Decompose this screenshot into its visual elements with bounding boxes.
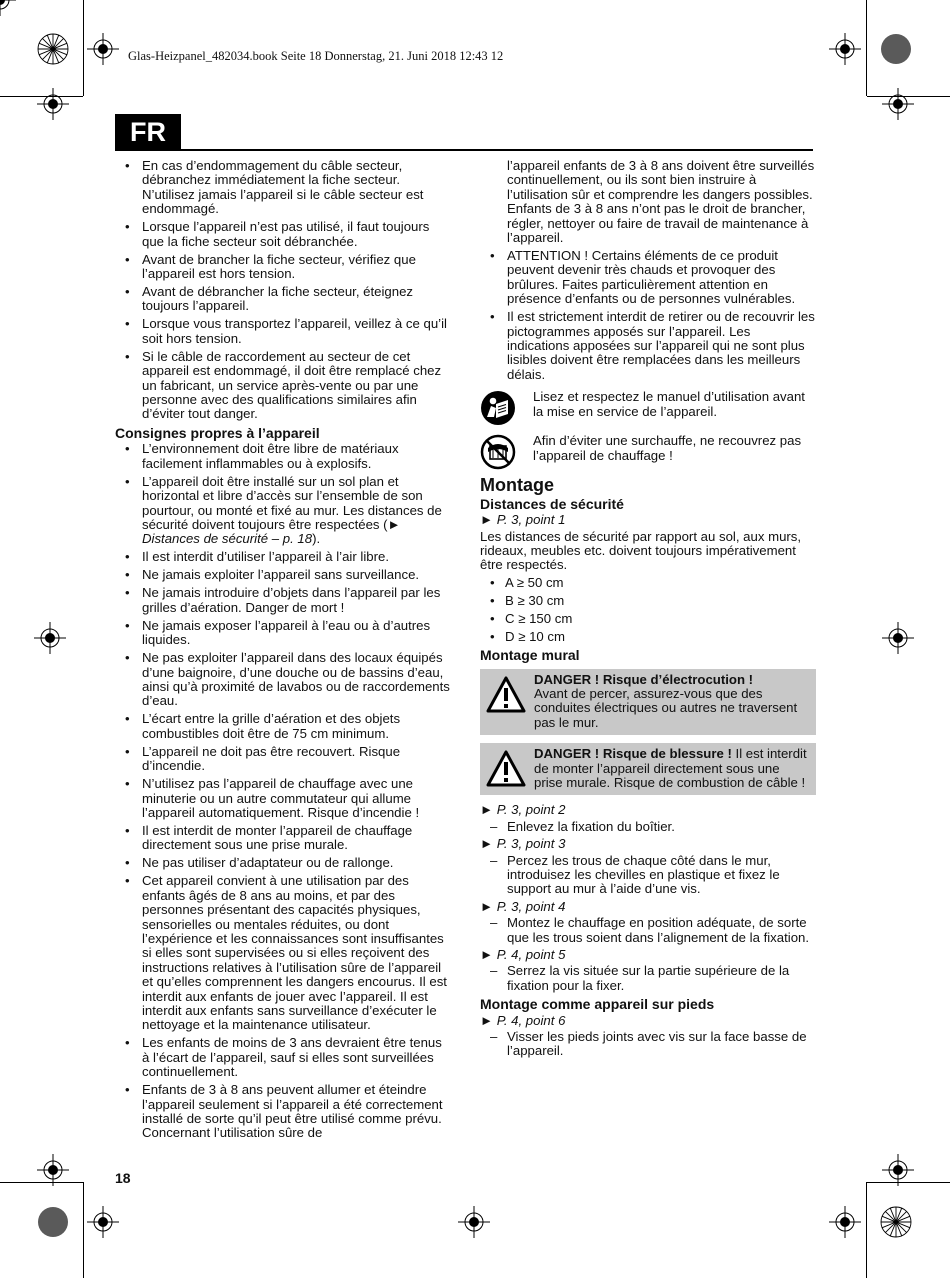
subheading-mural: Montage mural bbox=[480, 647, 580, 664]
continued-paragraph: l’appareil enfants de 3 à 8 ans doivent être surveillés continuellement, ou ils sont bien instruire à l’utilisation sûr et comprendre les dangers possibles. Enfants de 3 à 8 ans n’ont pas le droit de brancher, régler, nettoyer ou faire de travail de maintenance à l’appareil. bbox=[507, 158, 815, 246]
danger-text: Avant de percer, assurez-vous que des conduites électriques ou autres ne traversent pas le mur. bbox=[534, 685, 798, 730]
danger-text: Il est interdit de monter l’appareil directement sous une prise murale. Risque de combustion de câble ! bbox=[534, 746, 807, 790]
figure-reference bbox=[480, 513, 816, 527]
list-item: • Lorsque l’appareil n’est pas utilisé, il faut toujours que la fiche secteur soit débranchée. bbox=[115, 220, 451, 249]
list-item-text: ). bbox=[312, 531, 321, 547]
safety-list bbox=[115, 159, 451, 422]
figure-reference-text: P. 4, point 5 bbox=[496, 947, 566, 963]
step-list bbox=[480, 854, 816, 897]
list-item: • Ne jamais exploiter l’appareil sans surveillance. bbox=[115, 568, 451, 582]
section-title-montage: Montage bbox=[480, 475, 554, 496]
list-item: • Ne pas utiliser d’adaptateur ou de rallonge. bbox=[115, 856, 451, 870]
step-list bbox=[480, 964, 816, 993]
notice-text: Lisez et respectez le manuel d’utilisation avant la mise en service de l’appareil. bbox=[533, 389, 805, 419]
figure-reference-text: P. 4, point 6 bbox=[496, 1012, 566, 1028]
figure-reference-text: P. 3, point 4 bbox=[496, 898, 566, 914]
subheading-distances: Distances de sécurité bbox=[480, 495, 624, 512]
list-item: • A ≥ 50 cm bbox=[480, 576, 816, 590]
list-item: • N’utilisez pas l’appareil de chauffage avec une minuterie ou un autre commutateur qui allume l’appareil automatiquement. Risque d’incendie ! bbox=[115, 777, 451, 820]
list-item: • Il est interdit de monter l’appareil de chauffage directement sous une prise murale. bbox=[115, 824, 451, 853]
manual-notice bbox=[480, 390, 816, 426]
right-column bbox=[480, 159, 816, 1062]
gray-dot-icon bbox=[38, 1207, 68, 1237]
step-list bbox=[480, 1030, 816, 1059]
danger-title: DANGER ! Risque de blessure ! bbox=[534, 746, 732, 762]
figure-reference bbox=[480, 900, 816, 914]
list-item: • D ≥ 10 cm bbox=[480, 630, 816, 644]
warning-triangle-icon bbox=[486, 675, 526, 715]
list-item: • L’appareil ne doit pas être recouvert. Risque d’incendie. bbox=[115, 745, 451, 774]
list-item: • ATTENTION ! Certains éléments de ce produit peuvent devenir très chauds et provoquer des brûlures. Faites particulièrement attention en présence d’enfants ou de personnes vulnérables. bbox=[480, 249, 816, 307]
language-tab: FR bbox=[115, 114, 181, 151]
figure-reference-text: P. 3, point 3 bbox=[496, 836, 566, 852]
list-item bbox=[115, 475, 451, 547]
registration-target-icon bbox=[0, 0, 16, 16]
step-item: – Serrez la vis située sur la partie supérieure de la fixation pour la fixer. bbox=[480, 964, 816, 993]
warning-list bbox=[480, 249, 816, 382]
list-item: • Ne pas exploiter l’appareil dans des locaux équipés d’une baignoire, d’une douche ou de bassins d’eau, ainsi qu’à proximité de lavabos ou de raccordements d’eau. bbox=[115, 651, 451, 709]
read-manual-icon bbox=[480, 390, 516, 426]
figure-reference bbox=[480, 1014, 816, 1028]
section-heading: Consignes propres à l’appareil bbox=[115, 424, 320, 441]
list-item: • Cet appareil convient à une utilisation par des enfants âgés de 8 ans au moins, et par des personnes présentant des capacités physiques, sensorielles ou mentales réduites, ou dont l’expérience et les connaissances sont insuffisantes si elles sont supervisées ou si elles reçoivent des instructions relatives à l’utilisation sûre de l’appareil et qu’elles comprennent les dangers encourus. Il est interdit aux enfants de jouer avec l’appareil. Il est interdit aux enfants sans surveillance d’exécuter le nettoyage et la maintenance utilisateur. bbox=[115, 874, 451, 1032]
list-item: • Lorsque vous transportez l’appareil, veillez à ce qu’il soit hors tension. bbox=[115, 317, 451, 346]
list-item: • Si le câble de raccordement au secteur de cet appareil est endommagé, il doit être remplacé chez un fabricant, un service après-vente ou par une personne avec des qualifications similaires afin d’éviter tout danger. bbox=[115, 350, 451, 422]
list-item: • Il est interdit d’utiliser l’appareil à l’air libre. bbox=[115, 550, 451, 564]
left-column bbox=[115, 159, 451, 1144]
list-item: • Enfants de 3 à 8 ans peuvent allumer et éteindre l’appareil seulement si l’appareil a été correctement installé de sorte qu’il peut être utilisé comme prévu. Concernant l’utilisation sûre de bbox=[115, 1083, 451, 1141]
do-not-cover-icon bbox=[480, 434, 516, 470]
danger-box-electrocution bbox=[480, 669, 816, 736]
distances-list bbox=[480, 576, 816, 644]
list-item: • Avant de débrancher la fiche secteur, éteignez toujours l’appareil. bbox=[115, 285, 451, 314]
warning-triangle-icon bbox=[486, 749, 526, 789]
arrow-icon: ► bbox=[480, 947, 497, 963]
arrow-icon: ► bbox=[480, 1012, 497, 1028]
figure-reference bbox=[480, 803, 816, 817]
danger-box-injury bbox=[480, 743, 816, 795]
print-header: Glas-Heizpanel_482034.book Seite 18 Donnerstag, 21. Juni 2018 12:43 12 bbox=[128, 49, 504, 63]
subheading-pieds: Montage comme appareil sur pieds bbox=[480, 996, 715, 1013]
list-item: • L’écart entre la grille d’aération et des objets combustibles doit être de 75 cm minimum. bbox=[115, 712, 451, 741]
list-item: • Les enfants de moins de 3 ans devraient être tenus à l’écart de l’appareil, sauf si elles sont surveillées continuellement. bbox=[115, 1036, 451, 1079]
cross-reference-link[interactable]: Distances de sécurité – p. 18 bbox=[142, 531, 313, 547]
step-item: – Visser les pieds joints avec vis sur la face basse de l’appareil. bbox=[480, 1030, 816, 1059]
step-item: – Enlevez la fixation du boîtier. bbox=[480, 820, 816, 834]
figure-reference-text: P. 3, point 2 bbox=[496, 802, 566, 818]
arrow-icon: ► bbox=[480, 512, 497, 528]
arrow-icon: ► bbox=[480, 802, 497, 818]
distances-paragraph: Les distances de sécurité par rapport au sol, aux murs, rideaux, meubles etc. doivent toujours impérativement être respectés. bbox=[480, 528, 802, 573]
list-item-text: L’appareil doit être installé sur un sol plan et horizontal et libre d’accès sur l’ensemble de son pourtour, ou monté et fixé au mur. Les distances de sécurité doivent toujours être respectées (► bbox=[142, 473, 442, 532]
page-number: 18 bbox=[115, 1170, 131, 1186]
header-rule bbox=[115, 149, 813, 151]
no-cover-notice bbox=[480, 434, 816, 470]
list-item: • C ≥ 150 cm bbox=[480, 612, 816, 626]
step-list bbox=[480, 820, 816, 834]
arrow-icon: ► bbox=[480, 836, 497, 852]
starburst-icon bbox=[38, 34, 68, 64]
step-item: – Percez les trous de chaque côté dans le mur, introduisez les chevilles en plastique et fixez le support au mur à l’aide d’une vis. bbox=[480, 854, 816, 897]
list-item: • Avant de brancher la fiche secteur, vérifiez que l’appareil est hors tension. bbox=[115, 253, 451, 282]
gray-dot-icon bbox=[881, 34, 911, 64]
danger-title: DANGER ! Risque d’électrocution ! bbox=[534, 671, 754, 687]
figure-reference bbox=[480, 948, 816, 962]
list-item: • En cas d’endommagement du câble secteur, débranchez immédiatement la fiche secteur. N’utilisez jamais l’appareil si le câble secteur est endommagé. bbox=[115, 159, 451, 217]
arrow-icon: ► bbox=[480, 898, 497, 914]
notice-text: Afin d’éviter une surchauffe, ne recouvrez pas l’appareil de chauffage ! bbox=[533, 433, 802, 463]
step-item: – Montez le chauffage en position adéquate, de sorte que les trous soient dans l’alignement de la fixation. bbox=[480, 916, 816, 945]
starburst-icon bbox=[881, 1207, 911, 1237]
list-item: • L’environnement doit être libre de matériaux facilement inflammables ou à explosifs. bbox=[115, 442, 451, 471]
list-item: • Ne jamais introduire d’objets dans l’appareil par les grilles d’aération. Danger de mort ! bbox=[115, 586, 451, 615]
list-item: • Il est strictement interdit de retirer ou de recouvrir les pictogrammes apposés sur l’appareil. Les indications apposées sur l’appareil qui ne sont plus lisibles doivent être remplacées dans les meilleurs délais. bbox=[480, 310, 816, 382]
figure-reference-text: P. 3, point 1 bbox=[496, 512, 566, 528]
list-item: • Ne jamais exposer l’appareil à l’eau ou à d’autres liquides. bbox=[115, 619, 451, 648]
figure-reference bbox=[480, 837, 816, 851]
list-item: • B ≥ 30 cm bbox=[480, 594, 816, 608]
device-instructions-list bbox=[115, 442, 451, 1141]
step-list bbox=[480, 916, 816, 945]
